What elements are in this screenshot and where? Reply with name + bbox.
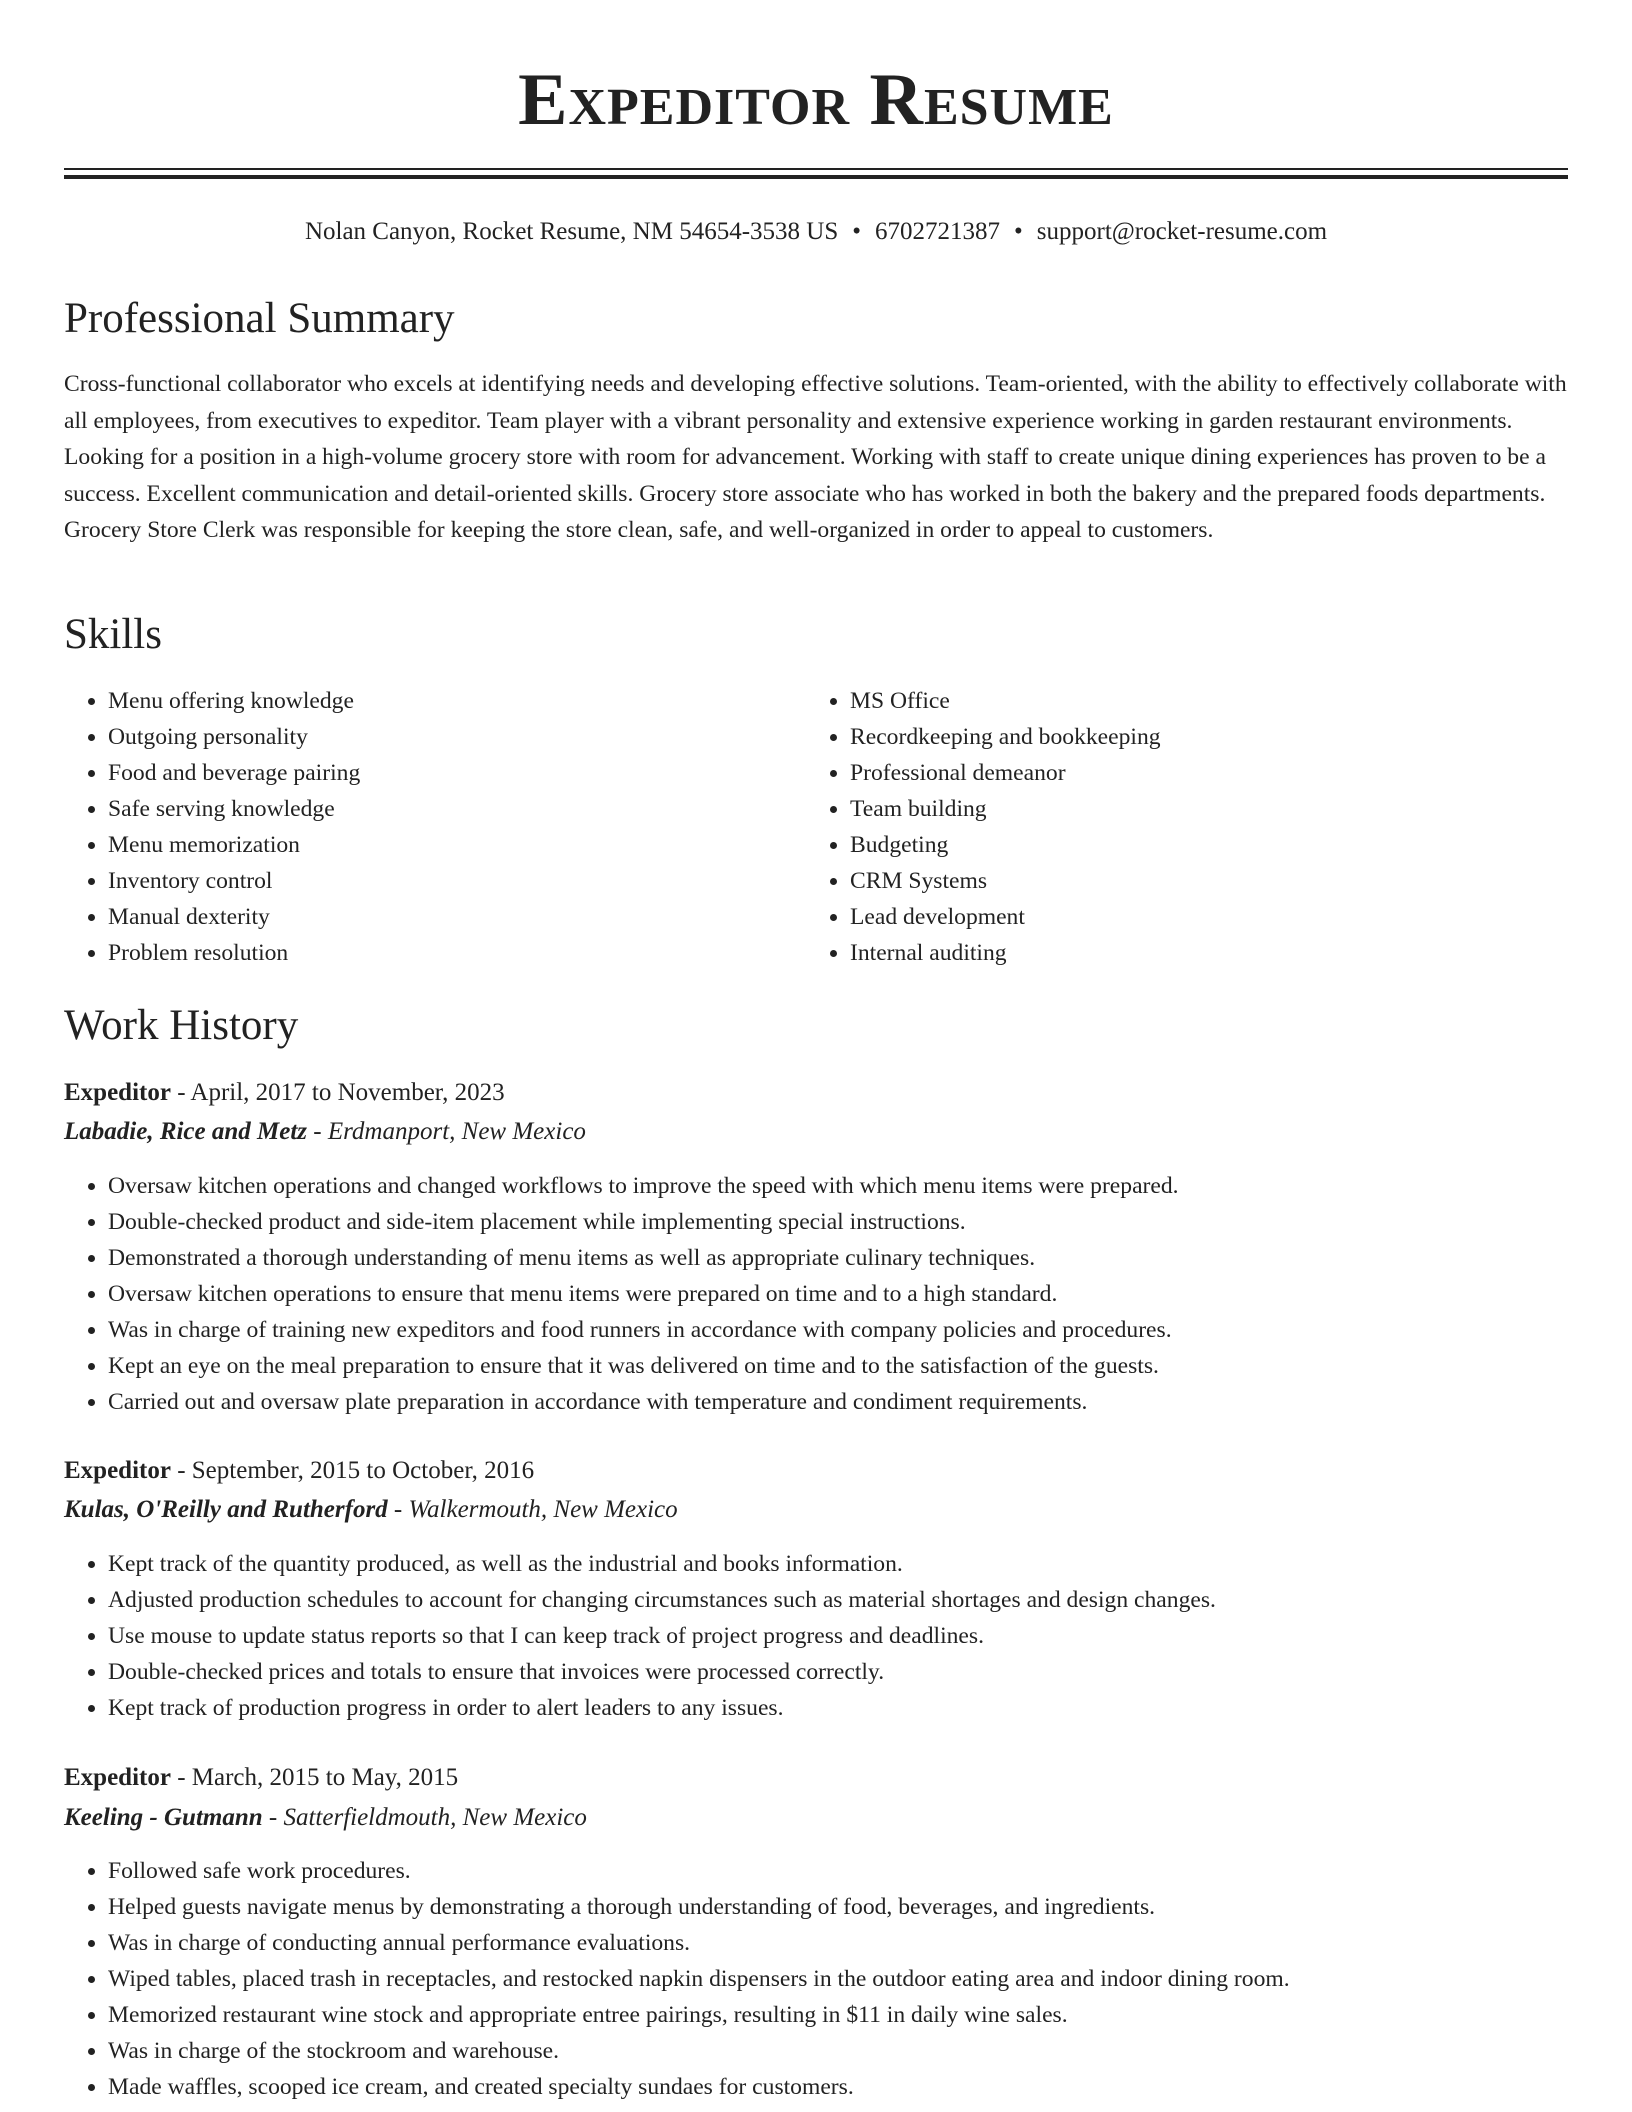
skill-item: • Internal auditing <box>850 935 1590 971</box>
job-bullets <box>64 1168 1608 1420</box>
skills-list-left <box>64 683 848 971</box>
job-company-line <box>64 1492 678 1528</box>
job-company: Labadie, Rice and Metz <box>64 1118 308 1145</box>
summary-heading: Professional Summary <box>64 295 455 342</box>
skill-item: • Outgoing personality <box>108 719 848 755</box>
job-bullet: • Followed safe work procedures. <box>108 1853 1608 1889</box>
skills-list-right <box>806 683 1590 971</box>
job-bullet: • Adjusted production schedules to account for changing circumstances such as material shortages and design changes. <box>108 1582 1608 1618</box>
job-title-line <box>64 1075 505 1111</box>
job-title-line <box>64 1453 534 1489</box>
skill-item: • Problem resolution <box>108 935 848 971</box>
skill-item: • Recordkeeping and bookkeeping <box>850 719 1590 755</box>
contact-separator: • <box>1014 218 1023 245</box>
job-bullet: • Double-checked prices and totals to ensure that invoices were processed correctly. <box>108 1654 1608 1690</box>
job-bullet: • Was in charge of training new expeditors and food runners in accordance with company policies and procedures. <box>108 1312 1608 1348</box>
skill-item: • Safe serving knowledge <box>108 791 848 827</box>
job-title: Expeditor <box>64 1457 171 1484</box>
skill-item: • Menu memorization <box>108 827 848 863</box>
skill-item: • Budgeting <box>850 827 1590 863</box>
job-title-line <box>64 1760 458 1796</box>
skill-item: • Food and beverage pairing <box>108 755 848 791</box>
job-bullet: • Kept an eye on the meal preparation to ensure that it was delivered on time and to the satisfaction of the guests. <box>108 1348 1608 1384</box>
job-bullet: • Was in charge of the stockroom and warehouse. <box>108 2033 1608 2069</box>
skill-item: • Lead development <box>850 899 1590 935</box>
job-dates: - March, 2015 to May, 2015 <box>170 1764 459 1791</box>
skills-heading: Skills <box>64 611 162 658</box>
job-company-line <box>64 1800 587 1836</box>
job-location: - Satterfieldmouth, New Mexico <box>262 1804 587 1831</box>
job-bullet: • Demonstrated a thorough understanding of menu items as well as appropriate culinary techniques. <box>108 1240 1608 1276</box>
job-location: - Walkermouth, New Mexico <box>387 1496 678 1523</box>
job-title: Expeditor <box>64 1079 171 1106</box>
job-bullet: • Use mouse to update status reports so that I can keep track of project progress and deadlines. <box>108 1618 1608 1654</box>
job-bullet: • Was in charge of conducting annual performance evaluations. <box>108 1925 1608 1961</box>
job-bullets <box>64 1853 1608 2105</box>
job-company: Keeling - Gutmann <box>64 1804 263 1831</box>
job-bullet: • Made waffles, scooped ice cream, and created specialty sundaes for customers. <box>108 2069 1608 2105</box>
skill-item: • CRM Systems <box>850 863 1590 899</box>
job-dates: - April, 2017 to November, 2023 <box>170 1079 505 1106</box>
skill-item: • Manual dexterity <box>108 899 848 935</box>
job-dates: - September, 2015 to October, 2016 <box>170 1457 535 1484</box>
job-bullet: • Memorized restaurant wine stock and appropriate entree pairings, resulting in $11 in daily wine sales. <box>108 1997 1608 2033</box>
job-bullets <box>64 1546 1608 1726</box>
resume-title: Expeditor Resume <box>518 59 1114 141</box>
title-rule-thin <box>64 168 1568 170</box>
job-bullet: • Kept track of the quantity produced, as well as the industrial and books information. <box>108 1546 1608 1582</box>
job-bullet: • Helped guests navigate menus by demonstrating a thorough understanding of food, beverages, and ingredients. <box>108 1889 1608 1925</box>
skill-item: • MS Office <box>850 683 1590 719</box>
skill-item: • Professional demeanor <box>850 755 1590 791</box>
skill-item: • Inventory control <box>108 863 848 899</box>
job-bullet: • Double-checked product and side-item placement while implementing special instructions. <box>108 1204 1608 1240</box>
job-company: Kulas, O'Reilly and Rutherford <box>64 1496 388 1523</box>
job-company-line <box>64 1114 586 1150</box>
job-location: - Erdmanport, New Mexico <box>307 1118 586 1145</box>
contact-separator: • <box>852 218 861 245</box>
skill-item: • Menu offering knowledge <box>108 683 848 719</box>
job-bullet: • Kept track of production progress in order to alert leaders to any issues. <box>108 1690 1608 1726</box>
job-bullet: • Wiped tables, placed trash in receptacles, and restocked napkin dispensers in the outdoor eating area and indoor dining room. <box>108 1961 1608 1997</box>
job-title: Expeditor <box>64 1764 171 1791</box>
summary-text: Cross-functional collaborator who excels at identifying needs and developing effective solutions. Team-oriented, with the ability to effectively collaborate with all employees, from executives to expeditor. Team player with a vibrant personality and extensive experience working in garden restaurant environments. Looking for a position in a high-volume grocery store with room for advancement. Working with staff to create unique dining experiences has proven to be a success. Excellent communication and detail-oriented skills. Grocery store associate who has worked in both the bakery and the prepared foods departments. Grocery Store Clerk was responsible for keeping the store clean, safe, and well-organized in order to appeal to customers. <box>64 371 1567 543</box>
job-bullet: • Oversaw kitchen operations and changed workflows to improve the speed with which menu items were prepared. <box>108 1168 1608 1204</box>
contact-line <box>0 214 1632 250</box>
title-rule-thick <box>64 175 1568 179</box>
contact-address: Nolan Canyon, Rocket Resume, NM 54654-3538 US <box>304 218 839 245</box>
contact-phone: 6702721387 <box>875 218 1000 245</box>
job-bullet: • Oversaw kitchen operations to ensure that menu items were prepared on time and to a high standard. <box>108 1276 1608 1312</box>
job-bullet: • Carried out and oversaw plate preparation in accordance with temperature and condiment requirements. <box>108 1384 1608 1420</box>
work-history-heading: Work History <box>64 1002 299 1049</box>
skill-item: • Team building <box>850 791 1590 827</box>
contact-email: support@rocket-resume.com <box>1036 218 1328 245</box>
